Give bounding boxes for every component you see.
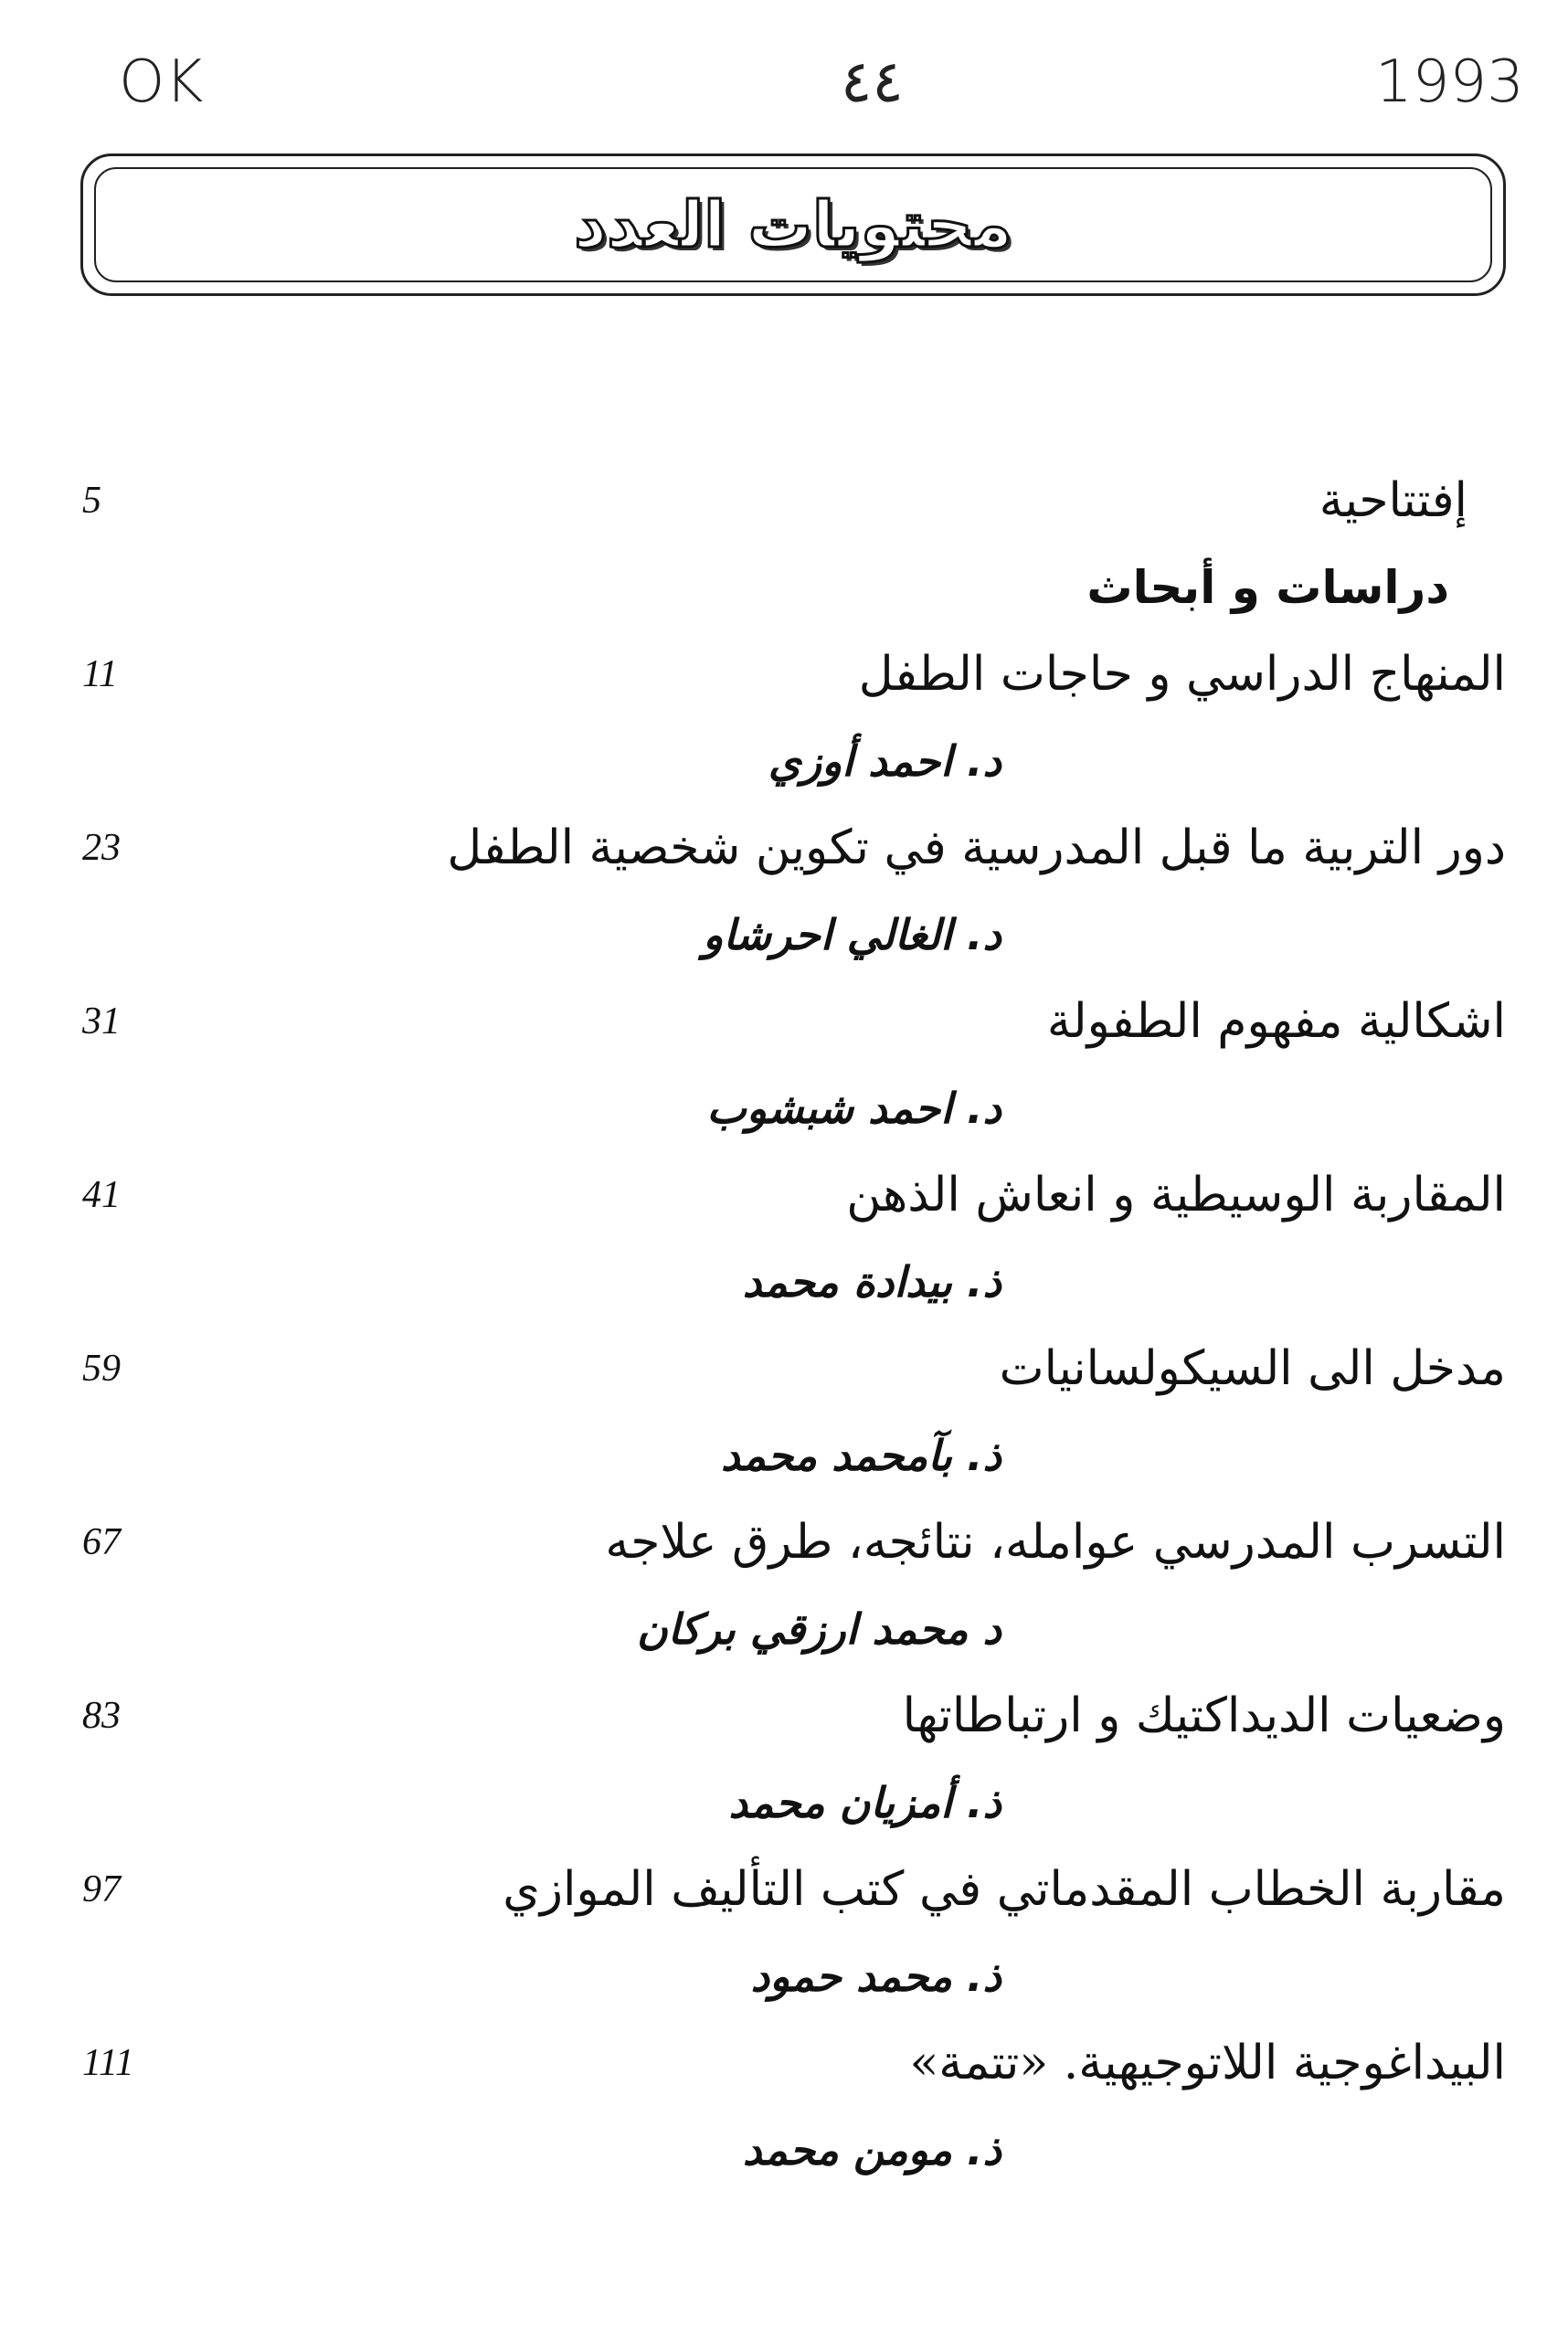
- entry-title: البيداغوجية اللاتوجيهية. «تتمة»: [909, 2036, 1506, 2090]
- entry-title: إفتتاحية: [1319, 473, 1467, 528]
- page-number: 111: [82, 2042, 134, 2084]
- page-number: 23: [82, 827, 121, 869]
- toc-author: [0, 1238, 1568, 1326]
- toc-section-heading: [0, 544, 1568, 631]
- handwritten-issue-number: ٤٤: [841, 48, 904, 116]
- toc-author: [0, 1064, 1568, 1152]
- toc-entry: [0, 2019, 1568, 2107]
- toc-entry: [0, 457, 1568, 545]
- entry-title: مقاربة الخطاب المقدماتي في كتب التأليف الموازي: [503, 1862, 1506, 1917]
- toc-entry: [0, 804, 1568, 892]
- author-name: ذ. أمزيان محمد: [728, 1778, 1001, 1827]
- entry-title: التسرب المدرسي عوامله، نتائجه، طرق علاجه: [605, 1515, 1506, 1570]
- author-name: ذ. بيدادة محمد: [742, 1257, 1001, 1307]
- entry-title: دور التربية ما قبل المدرسية في تكوين شخصية الطفل: [447, 820, 1506, 875]
- page-number: 11: [82, 653, 118, 695]
- page-number: 83: [82, 1695, 121, 1737]
- toc-entry: [0, 1325, 1568, 1413]
- entry-title: المقاربة الوسيطية و انعاش الذهن: [846, 1168, 1506, 1222]
- toc-author: [0, 1585, 1568, 1673]
- page-number: 31: [82, 1000, 121, 1042]
- toc-entry: [0, 1846, 1568, 1933]
- toc-entry: [0, 1498, 1568, 1586]
- toc-author: [0, 2106, 1568, 2194]
- title-frame: [80, 153, 1506, 296]
- author-name: د محمد ارزقي بركان: [636, 1604, 1001, 1654]
- page-number: 97: [82, 1868, 121, 1910]
- toc-author: [0, 1759, 1568, 1847]
- handwritten-year: 1993: [1375, 48, 1524, 116]
- toc-author: [0, 891, 1568, 979]
- toc-entry: [0, 630, 1568, 718]
- author-name: ذ. محمد حمود: [750, 1952, 1001, 2001]
- toc-entry: [0, 1672, 1568, 1760]
- title-frame-inner: [94, 167, 1492, 282]
- author-name: ذ. بآمحمد محمد: [721, 1431, 1001, 1480]
- page-number: 5: [82, 480, 101, 522]
- entry-title: المنهاج الدراسي و حاجات الطفل: [858, 647, 1506, 702]
- handwritten-note-ok: OK: [119, 48, 204, 116]
- page-number: 41: [82, 1174, 121, 1216]
- toc-entry: [0, 978, 1568, 1065]
- toc-entry: [0, 1151, 1568, 1239]
- entry-title: مدخل الى السيكولسانيات: [999, 1341, 1506, 1396]
- author-name: ذ. مومن محمد: [742, 2125, 1001, 2175]
- entry-title: وضعيات الديداكتيك و ارتباطاتها: [902, 1688, 1506, 1743]
- page-title: محتويات العدد: [574, 187, 1012, 262]
- section-title: دراسات و أبحاث: [1086, 561, 1449, 614]
- author-name: د. احمد أوزي: [768, 736, 1001, 786]
- page-number: 59: [82, 1348, 121, 1390]
- author-name: د. الغالي احرشاو: [703, 910, 1001, 959]
- toc-author: [0, 1412, 1568, 1499]
- page-number: 67: [82, 1521, 121, 1563]
- entry-title: اشكالية مفهوم الطفولة: [1046, 994, 1506, 1049]
- toc-author: [0, 717, 1568, 805]
- author-name: د. احمد شبشوب: [706, 1084, 1001, 1133]
- toc-author: [0, 1932, 1568, 2020]
